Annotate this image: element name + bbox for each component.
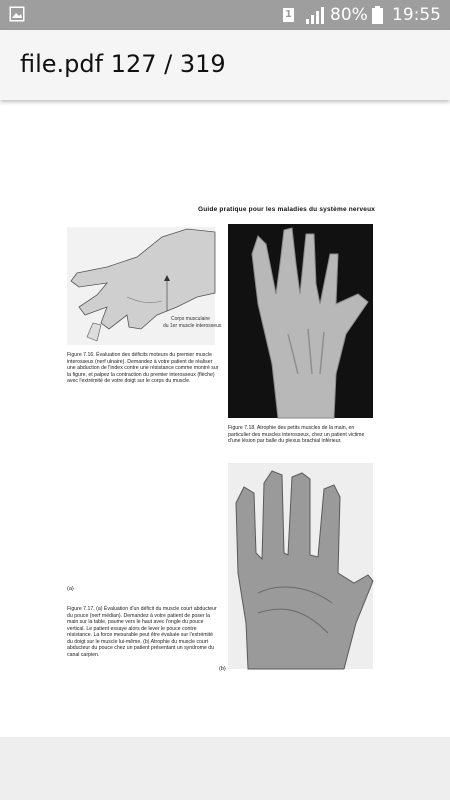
figure-7-17-label-a: (a) — [67, 586, 74, 592]
hand-sketch-drawing — [67, 227, 222, 345]
battery-percent: 80% — [330, 5, 368, 25]
page-header: Guide pratique pour les maladies du système nerveux — [198, 206, 376, 213]
clock: 19:55 — [392, 5, 441, 25]
hand-back-drawing — [228, 224, 373, 418]
figure-7-16-caption: Figure 7.16. Évaluation des déficits moteurs du premier muscle interosseux (nerf ulnaire). Demandez à votre patient de réaliser une abduction de l'index contre une résistance comme montré sur la figure, et palpez la contraction du premier interosseux (flèche) avec l'extrémité de votre doigt sur le corps du muscle. — [67, 352, 219, 384]
figure-7-17-label-b: (b) — [219, 666, 226, 672]
document-title: file.pdf 127 / 319 — [20, 50, 226, 78]
sketch-label-line2: du 1er muscle interosseux — [163, 323, 222, 329]
sim-slot-badge: 1 — [283, 8, 294, 22]
palm-drawing — [228, 463, 373, 669]
figure-7-18-caption: Figure 7.18. Atrophie des petits muscles de la main, en particulier des muscles interosseux, chez un patient victime d'une lésion par balle du plexus brachial inférieur. — [228, 425, 365, 444]
status-bar — [0, 0, 450, 30]
battery-icon — [372, 6, 383, 24]
figure-palm-photo — [228, 463, 373, 669]
viewer-footer — [0, 737, 450, 800]
sketch-label-line1: Corps musculaire — [171, 316, 210, 322]
figure-7-17-caption: Figure 7.17. (a) Évaluation d'un déficit du muscle court abducteur du pouce (nerf médian). Demandez à votre patient de poser la main sur la table, paume vers le haut avec l'ongle du pouce vertical. Le patient essaye alors de lever le pouce contre résistance. La force mesurable peut être évaluée sur l'extrémité du doigt sur le muscle lui-même. (b) Atrophie du muscle court abducteur du pouce chez un patient présentant un syndrome du canal carpien. — [67, 606, 217, 658]
figure-hand-sketch — [67, 227, 222, 345]
app-bar — [0, 30, 450, 100]
pdf-viewer[interactable] — [0, 100, 450, 737]
figure-hand-back-photo — [228, 224, 373, 418]
signal-icon — [304, 6, 324, 24]
gallery-icon — [9, 6, 25, 22]
